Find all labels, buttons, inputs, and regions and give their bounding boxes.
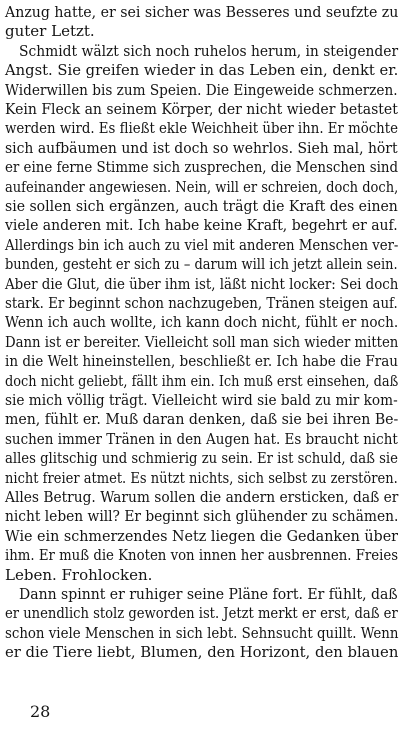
text-line: Wenn ich auch wollte, ich kann doch nicht, fühlt er noch. [5,313,399,332]
text-line: Schmidt wälzt sich noch ruhelos herum, in steigender [19,41,399,60]
text-line: viele anderen mit. Ich habe keine Kraft, begehrt er auf. [5,216,398,235]
text-line: er eine ferne Stimme sich zusprechen, die Menschen sind [5,158,399,177]
text-line: Dann spinnt er ruhiger seine Pläne fort. Er fühlt, daß [19,585,398,603]
text-line: Wie ein schmerzendes Netz liegen die Gedanken über [5,526,399,545]
text-line: guter Letzt. [5,22,95,41]
text-line: Alles Betrug. Warum sollen die andern ersticken, daß er [5,488,399,506]
text-line: nicht freier atmet. Es nützt nichts, sich selbst zu zerstören. [5,468,398,487]
text-line: er die Tiere liebt, Blumen, den Horizont, den blauen [5,643,399,662]
text-line: Angst. Sie greifen wieder in das Leben ein, denkt er. [5,61,399,80]
text-line: Widerwillen bis zum Speien. Die Eingeweide schmerzen. [5,80,398,99]
text-line: men, fühlt er. Muß daran denken, daß sie bei ihren Be- [5,410,399,429]
text-line: schon viele Menschen in sich lebt. Sehnsucht quillt. Wenn [5,623,399,642]
text-line: ihm. Er muß die Knoten von innen her ausbrennen. Freies [5,546,399,565]
text-line: aufeinander angewiesen. Nein, will er schreien, doch doch, [5,177,399,196]
text-line: er unendlich stolz geworden ist. Jetzt merkt er erst, daß er [5,604,398,623]
text-line: sich aufbäumen und ist doch so wehrlos. Sieh mal, hört [5,138,398,157]
text-line: stark. Er beginnt schon nachzugeben, Tränen steigen auf. [5,294,398,312]
text-line: alles glitschig und schmierig zu sein. Er ist schuld, daß sie [5,449,398,468]
text-line: Dann ist er bereiter. Vielleicht soll man sich wieder mitten [5,332,399,351]
text-line: in die Welt hineinstellen, beschließt er. Ich habe die Frau [5,352,398,371]
text-line: sie mich völlig trägt. Vielleicht wird sie bald zu mir kom- [5,391,398,409]
text-line: nicht leben will? Er beginnt sich glühender zu schämen. [5,507,399,526]
page-number: 28 [30,702,51,721]
text-line: doch nicht geliebt, fällt ihm ein. Ich muß erst einsehen, daß [5,371,399,390]
text-line: sie sollen sich ergänzen, auch trägt die Kraft des einen [5,197,398,215]
text-line: Allerdings bin ich auch zu viel mit anderen Menschen ver- [5,235,399,254]
text-line: Aber die Glut, die über ihm ist, läßt nicht locker: Sei doch [5,274,399,293]
text-line: Leben. Frohlocken. [5,565,153,584]
text-line: werden wird. Es fließt ekle Weichheit über ihn. Er möchte [5,119,398,138]
text-line: Anzug hatte, er sei sicher was Besseres und seufzte zu [5,3,399,21]
text-line: suchen immer Tränen in den Augen hat. Es braucht nicht [5,429,398,448]
text-line: Kein Fleck an seinem Körper, der nicht wieder betastet [5,100,398,118]
text-line: bunden, gesteht er sich zu – darum will ich jetzt allein sein. [5,255,398,274]
